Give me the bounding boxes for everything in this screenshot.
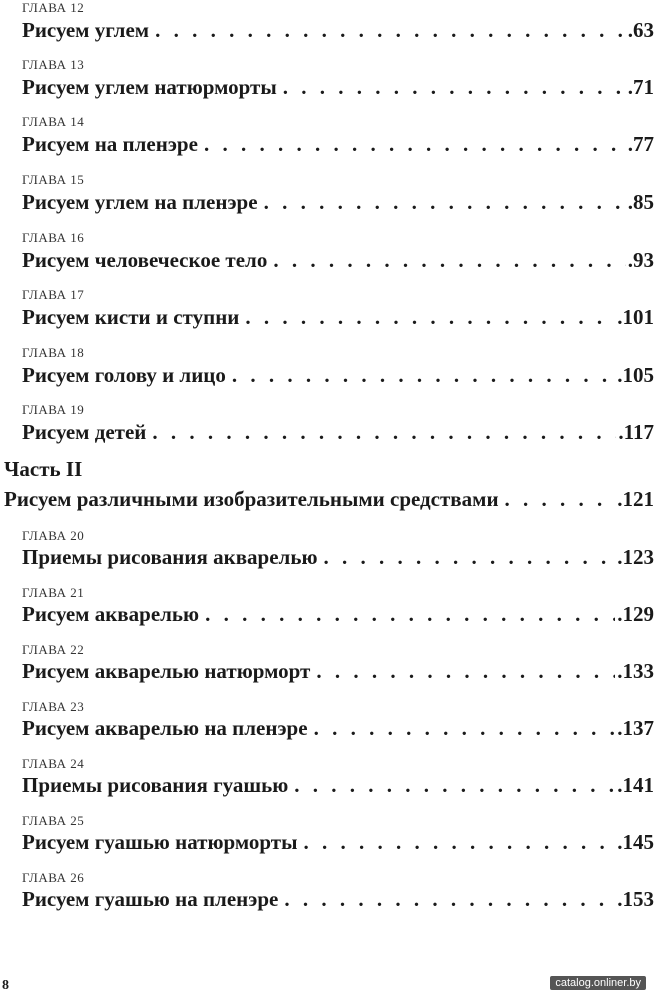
toc-entry-26[interactable] [22, 887, 654, 915]
chapter-label-19: ГЛАВА 19 [22, 402, 85, 417]
chapter-label-18: ГЛАВА 18 [22, 345, 85, 360]
chapter-label-13: ГЛАВА 13 [22, 57, 85, 72]
toc-page: .77 [627, 132, 654, 156]
toc-title: Рисуем различными изобразительными средствами [4, 487, 499, 511]
toc-page: .63 [627, 18, 654, 42]
toc-leader-dots [273, 248, 625, 273]
toc-title: Рисуем гуашью на пленэре [22, 887, 279, 911]
page-number: 8 [2, 978, 9, 993]
toc-entry-12[interactable] [22, 18, 654, 46]
toc-title: Рисуем углем на пленэре [22, 190, 258, 214]
chapter-label-22: ГЛАВА 22 [22, 642, 85, 657]
toc-page: .93 [627, 248, 654, 272]
toc-page: .129 [617, 602, 654, 626]
toc-leader-dots [152, 420, 616, 445]
chapter-label-16: ГЛАВА 16 [22, 230, 85, 245]
chapter-label-12: ГЛАВА 12 [22, 0, 85, 15]
toc-leader-dots [155, 18, 626, 43]
toc-entry-23[interactable] [22, 716, 654, 744]
toc-title: Рисуем акварелью на пленэре [22, 716, 308, 740]
chapter-label-24: ГЛАВА 24 [22, 756, 85, 771]
toc-leader-dots [284, 887, 615, 912]
toc-title: Приемы рисования гуашью [22, 773, 289, 797]
toc-page: .137 [617, 716, 654, 740]
watermark: catalog.onliner.by [550, 976, 646, 990]
toc-leader-dots [264, 190, 626, 215]
toc-leader-dots [314, 716, 616, 741]
toc-entry-16[interactable] [22, 248, 654, 276]
toc-page: .141 [617, 773, 654, 797]
toc-entry-13[interactable] [22, 75, 654, 103]
chapter-label-14: ГЛАВА 14 [22, 114, 85, 129]
toc-title: Приемы рисования акварелью [22, 545, 318, 569]
toc-title: Рисуем детей [22, 420, 147, 444]
part-label: Часть II [4, 457, 83, 481]
toc-leader-dots [304, 830, 616, 855]
toc-leader-dots [205, 602, 615, 627]
toc-page: .121 [617, 487, 654, 511]
toc-entry-15[interactable] [22, 190, 654, 218]
toc-part-entry[interactable] [4, 487, 654, 515]
toc-leader-dots [232, 363, 615, 388]
toc-title: Рисуем акварелью [22, 602, 200, 626]
toc-page: .145 [617, 830, 654, 854]
toc-title: Рисуем на пленэре [22, 132, 198, 156]
toc-title: Рисуем гуашью натюрморты [22, 830, 298, 854]
toc-page: .153 [617, 887, 654, 911]
toc-entry-20[interactable] [22, 545, 654, 573]
toc-page: .71 [627, 75, 654, 99]
toc-leader-dots [204, 132, 626, 157]
chapter-label-21: ГЛАВА 21 [22, 585, 85, 600]
chapter-label-25: ГЛАВА 25 [22, 813, 85, 828]
toc-page: .105 [617, 363, 654, 387]
toc-title: Рисуем углем натюрморты [22, 75, 277, 99]
toc-entry-18[interactable] [22, 363, 654, 391]
toc-page: .133 [617, 659, 654, 683]
toc-leader-dots [283, 75, 626, 100]
chapter-label-26: ГЛАВА 26 [22, 870, 85, 885]
toc-entry-21[interactable] [22, 602, 654, 630]
toc-title: Рисуем углем [22, 18, 150, 42]
toc-page: .101 [617, 305, 654, 329]
toc-leader-dots [505, 487, 616, 512]
chapter-label-23: ГЛАВА 23 [22, 699, 85, 714]
toc-leader-dots [245, 305, 615, 330]
toc-leader-dots [316, 659, 615, 684]
toc-entry-24[interactable] [22, 773, 654, 801]
toc-title: Рисуем голову и лицо [22, 363, 226, 387]
toc-leader-dots [294, 773, 615, 798]
toc-title: Рисуем акварелью натюрморт [22, 659, 311, 683]
toc-page: .123 [617, 545, 654, 569]
chapter-label-17: ГЛАВА 17 [22, 287, 85, 302]
toc-entry-22[interactable] [22, 659, 654, 687]
toc-page: .117 [618, 420, 654, 444]
toc-title: Рисуем человеческое тело [22, 248, 268, 272]
toc-entry-17[interactable] [22, 305, 654, 333]
toc-page: .85 [627, 190, 654, 214]
chapter-label-15: ГЛАВА 15 [22, 172, 85, 187]
toc-entry-25[interactable] [22, 830, 654, 858]
toc-title: Рисуем кисти и ступни [22, 305, 240, 329]
toc-entry-19[interactable] [22, 420, 654, 448]
toc-leader-dots [324, 545, 616, 570]
toc-entry-14[interactable] [22, 132, 654, 160]
chapter-label-20: ГЛАВА 20 [22, 528, 85, 543]
